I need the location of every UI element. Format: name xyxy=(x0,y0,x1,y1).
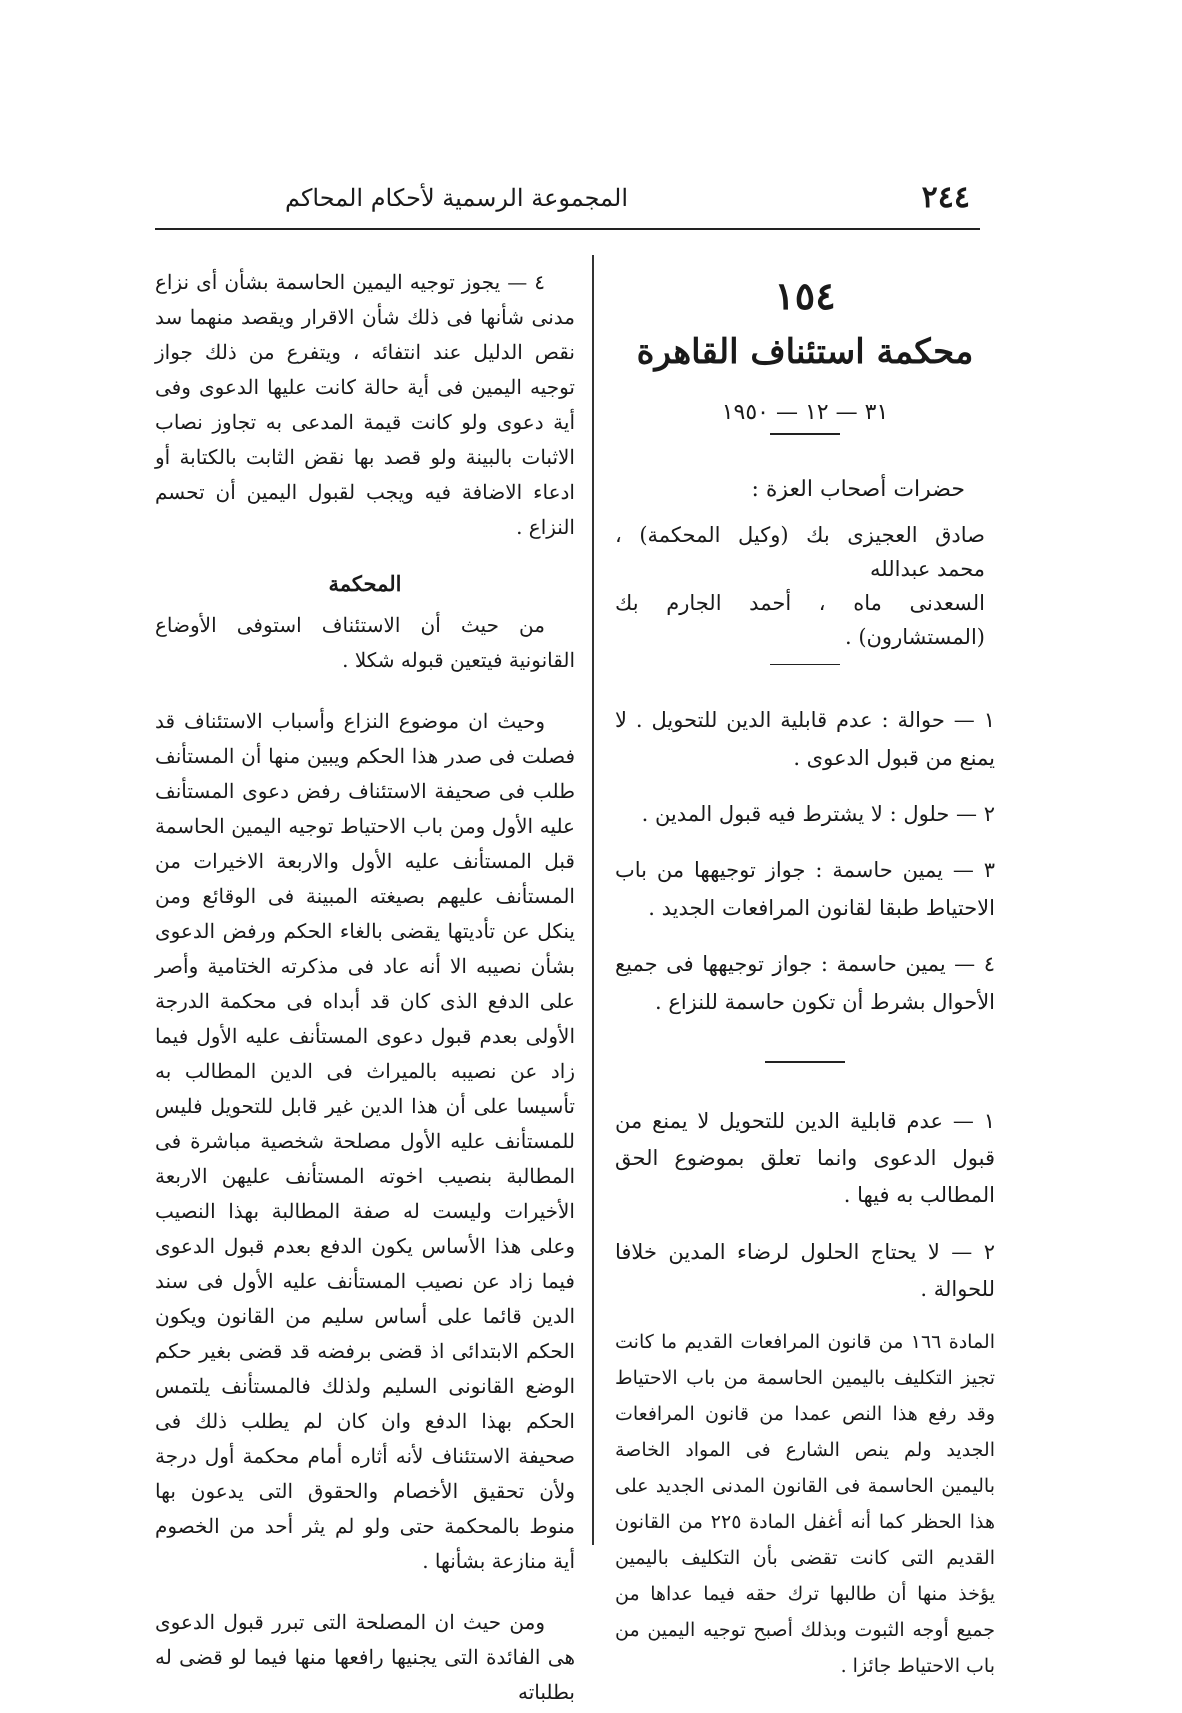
head-note: ٢ — حلول : لا يشترط فيه قبول المدين . xyxy=(641,802,995,826)
bench-line: صادق العجيزى بك (وكيل المحكمة) ، محمد عبدالله xyxy=(615,523,985,581)
body-paragraph: ومن حيث ان المصلحة التى تبرر قبول الدعوى هى الفائدة التى يجنيها رافعها منها فيما لو قضى له بطلباته xyxy=(155,1610,575,1704)
head-note: ١ — حوالة : عدم قابلية الدين للتحويل . لا يمنع من قبول الدعوى . xyxy=(615,708,995,770)
page-header xyxy=(155,180,980,230)
divider-rule xyxy=(770,664,840,665)
footnote-text: المادة ١٦٦ من قانون المرافعات القديم ما كانت تجيز التكليف باليمين الحاسمة من باب الاحتياط وقد رفع هذا النص عمدا من قانون المرافعات الجديد ولم ينص الشارع فى المواد الخاصة باليمين الحاسمة فى القانون المدنى الجديد على هذا الحظر كما أنه أغفل المادة ٢٢٥ من القانون القديم التى كانت تقضى بأن التكليف باليمين يؤخذ منها أن طالبها ترك حقه فيما عداها من جميع أوجه الثبوت وبذلك أصبح توجيه اليمين من باب الاحتياط جائزا . xyxy=(615,1331,995,1677)
case-number: ١٥٤ xyxy=(774,273,836,318)
body-paragraph: وحيث ان موضوع النزاع وأسباب الاستئناف قد فصلت فى صدر هذا الحكم ويبين منها أن المستأنف طلب فى صحيفة الاستئناف رفض دعوى المستأنف عليه الأول ومن باب الاحتياط توجيه اليمين الحاسمة قبل المستأنف عليه الأول والاربعة الاخيرات من المستأنف عليهم بصيغته المبينة فى الوقائع ومن ينكل عن تأديتها يقضى بالغاء الحكم ورفض الدعوى بشأن نصيبه الا أنه عاد فى مذكرته الختامية وأصر على الدفع الذى كان قد أبداه فى محكمة الدرجة الأولى بعدم قبول دعوى المستأنف عليه الأول فيما زاد عن نصيبه بالميراث فى الدين المطالب به تأسيسا على أن هذا الدين غير قابل للتحويل فليس للمستأنف عليه الأول مصلحة شخصية مباشرة فى المطالبة بنصيب اخوته المستأنف عليهن الاربعة الأخيرات وليست له صفة المطالبة بهذا النصيب وعلى هذا الأساس يكون الدفع بعدم قبول الدعوى فيما زاد عن نصيب المستأنف عليه الأول فى سند الدين قائما على أساس سليم من القانون ويكون الحكم الابتدائى اذ قضى برفضه قد قضى بغير حكم الوضع القانونى السليم ولذلك فالمستأنف يلتمس الحكم بهذا الدفع وان كان لم يطلب ذلك فى صحيفة الاستئناف لأنه أثاره أمام محكمة أول درجة ولأن تحقيق الأخصام والحقوق التى يدعون بها منوط بالمحكمة حتى ولو لم يثر أحد من الخصوم أية منازعة بشأنها . xyxy=(155,709,576,1573)
head-note: ٤ — يمين حاسمة : جواز توجيهها فى جميع الأحوال بشرط أن تكون حاسمة للنزاع . xyxy=(615,952,995,1014)
head-note: ٣ — يمين حاسمة : جواز توجيهها من باب الاحتياط طبقا لقانون المرافعات الجديد . xyxy=(615,858,995,920)
case-date: ٣١ — ١٢ — ١٩٥٠ xyxy=(721,400,889,425)
left-column xyxy=(155,265,575,1710)
running-title: المجموعة الرسمية لأحكام المحاكم xyxy=(285,184,629,212)
column-divider xyxy=(592,255,594,1545)
court-name: محكمة استئناف القاهرة xyxy=(636,332,974,372)
section-heading: المحكمة xyxy=(328,571,402,596)
legal-principle: ١ — عدم قابلية الدين للتحويل لا يمنع من قبول الدعوى وانما تعلق بموضوع الحق المطالب به فيها . xyxy=(615,1109,995,1207)
right-column xyxy=(615,265,995,1684)
divider-rule xyxy=(765,1061,845,1063)
legal-principle: ٢ — لا يحتاج الحلول لرضاء المدين خلافا للحوالة . xyxy=(615,1240,995,1301)
bench-members xyxy=(615,518,995,654)
divider-rule xyxy=(770,433,840,435)
body-paragraph: من حيث أن الاستئناف استوفى الأوضاع القانونية فيتعين قبوله شكلا . xyxy=(155,613,575,672)
bench-title: حضرات أصحاب العزة : xyxy=(751,477,965,502)
page-number: ٢٤٤ xyxy=(921,180,970,215)
bench-line: السعدنى ماه ، أحمد الجارم بك (المستشارون) . xyxy=(615,591,985,649)
legal-principle: ٤ — يجوز توجيه اليمين الحاسمة بشأن أى نزاع مدنى شأنها فى ذلك شأن الاقرار ويقصد منهما سد نقص الدليل عند انتفائه ، ويتفرع من ذلك جواز توجيه اليمين فى أية حالة كانت عليها الدعوى وفى أية دعوى ولو كانت قيمة المدعى به تجاوز نصاب الاثبات بالبينة ولو قصد بها نقض الثابت بالكتابة أو ادعاء الاضافة فيه ويجب لقبول اليمين أن تحسم النزاع . xyxy=(155,270,575,539)
head-notes xyxy=(615,701,995,1021)
